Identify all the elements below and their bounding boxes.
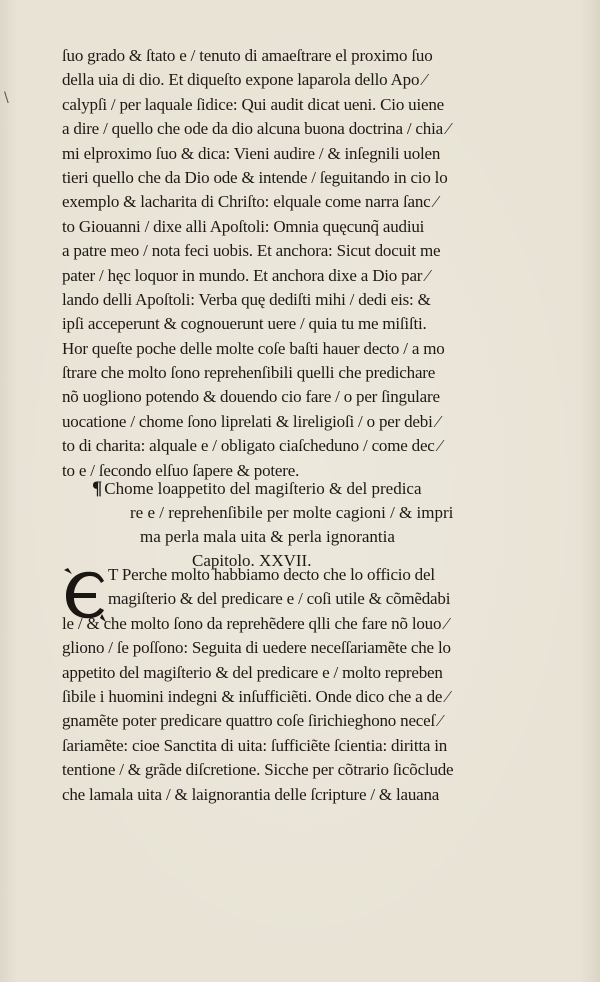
chapter-number: Capitolo. XXVII.	[192, 551, 312, 570]
text-line: to di charita: alquale e / obligato ciaſcheduno / come dec ⁄	[62, 436, 442, 456]
body-text-block	[62, 44, 510, 483]
text-line: della uia di dio. Et diqueſto expone laparola dello Apo ⁄	[62, 70, 426, 90]
text-line: ſariamẽte: cioe Sanctita di uita: ſufficiẽte ſcientia: diritta in	[62, 735, 448, 755]
chapter-heading	[92, 477, 472, 573]
text-line: calypſi / per laquale ſidice: Qui audit dicat ueni. Cio uiene	[62, 94, 444, 114]
text-line: che lamala uita / & laignorantia delle ſcripture / & lauana	[62, 784, 440, 804]
text-line: gnamẽte poter predicare quattro coſe ſirichieghono neceſ ⁄	[62, 711, 442, 731]
text-line: a patre meo / nota feci uobis. Et anchora: Sicut docuit me	[62, 241, 441, 261]
text-line: a dire / quello che ode da dio alcuna buona doctrina / chia ⁄	[62, 119, 450, 139]
margin-mark: \	[4, 90, 9, 106]
text-line: gliono / ſe poſſono: Seguita di uedere neceſſariamẽte che lo	[62, 638, 451, 658]
heading-line: re e / reprehenſibile per molte cagioni / & impri	[130, 503, 454, 522]
text-line: lando delli Apoſtoli: Verba quę dediſti mihi / dedi eis: &	[62, 289, 431, 309]
text-line: le / & che molto ſono da reprehẽdere qlli che fare nõ louo ⁄	[62, 613, 448, 633]
text-line: mi elproximo ſuo & dica: Vieni audire / & inſegnili uolen	[62, 143, 441, 163]
text-line: ſuo grado & ſtato e / tenuto di amaeſtrare el proximo ſuo	[62, 46, 433, 65]
text-line: tieri quello che da Dio ode & intende / ſeguitando in cio lo	[62, 167, 448, 187]
heading-text: Chome loappetito del magiſterio & del predica	[104, 479, 422, 498]
text-line: tentione / & grãde diſcretione. Sicche per cõtrario ſicõclude	[62, 760, 454, 780]
text-line: to Giouanni / dixe alli Apoſtoli: Omnia quęcunq̃ audiui	[62, 216, 425, 236]
text-line: ipſi acceperunt & cognouerunt uere / quia tu me miſiſti.	[62, 314, 427, 334]
text-line: uocatione / chome ſono liprelati & lireligioſi / o per debi ⁄	[62, 411, 440, 431]
text-line: pater / hęc loquor in mundo. Et anchora dixe a Dio par ⁄	[62, 265, 429, 285]
text-line: exemplo & lacharita di Chriſto: elquale come narra ſanc ⁄	[62, 192, 438, 212]
heading-line: ma perla mala uita & perla ignorantia	[140, 527, 395, 546]
text-line: nõ uogliono potendo & douendo cio fare / o per ſingulare	[62, 387, 440, 407]
chapter-text-block	[62, 563, 510, 807]
pilcrow-icon: ¶	[92, 478, 103, 499]
text-line: appetito del magiſterio & del predicare e / molto repreben	[62, 662, 443, 682]
text-line: magiſterio & del predicare e / coſi utile & cõmẽdabi	[108, 589, 451, 609]
text-line: to e / ſecondo elſuo ſapere & potere.	[62, 460, 300, 480]
initial-letter: E	[83, 602, 85, 603]
heading-line	[92, 477, 472, 501]
text-line: T Perche molto habbiamo decto che lo officio del	[108, 565, 435, 584]
text-line: Hor queſte poche delle molte coſe baſti hauer decto / a mo	[62, 338, 445, 358]
text-line: ſibile i huomini indegni & inſufficiẽti. Onde dico che a de ⁄	[62, 686, 449, 706]
text-line: ſtrare che molto ſono reprehenſibili quelli che predichare	[62, 363, 436, 383]
